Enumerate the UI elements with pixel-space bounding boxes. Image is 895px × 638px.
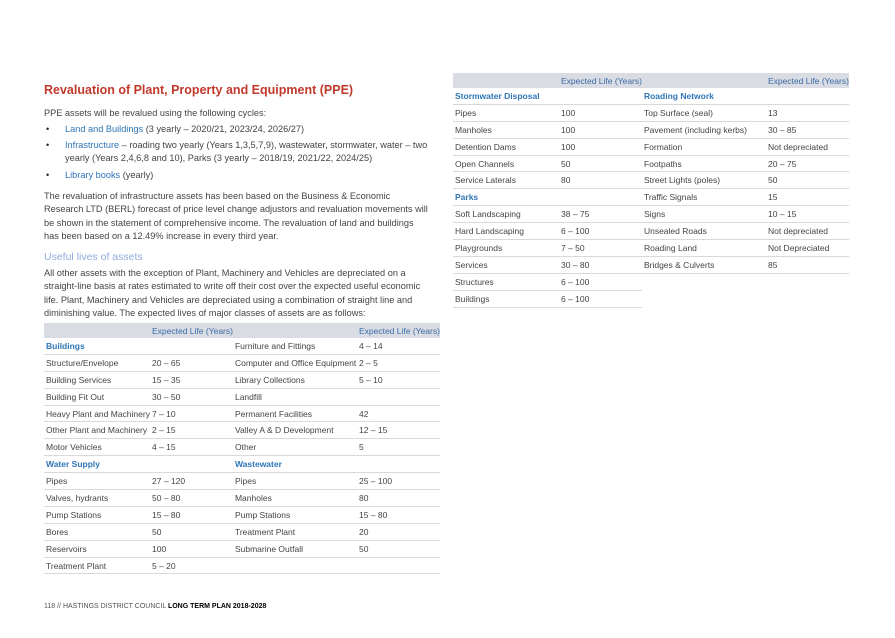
table-cell: 100: [559, 104, 642, 121]
table-cell: Top Surface (seal): [642, 104, 766, 121]
table-cell: 38 – 75: [559, 206, 642, 223]
table-row: [44, 371, 440, 388]
table-cell: 42: [357, 405, 440, 422]
table-cell: 100: [559, 138, 642, 155]
table-row: [453, 155, 849, 172]
table-cell: 2 – 5: [357, 354, 440, 371]
table-cell: Motor Vehicles: [44, 439, 150, 456]
table-row: [453, 104, 849, 121]
page-title: Revaluation of Plant, Property and Equipment (PPE): [44, 83, 354, 97]
table-cell: Buildings: [453, 290, 559, 307]
table-cell: 5 – 20: [150, 557, 233, 574]
table-cell: 6 – 100: [559, 290, 642, 307]
table-cell: 50: [766, 172, 849, 189]
table-row: [453, 273, 849, 290]
table-row: [44, 338, 440, 354]
table-header-cell: Expected Life (Years): [766, 73, 849, 88]
table-cell: 100: [150, 540, 233, 557]
table-cell: Service Laterals: [453, 172, 559, 189]
table-body: [453, 88, 849, 307]
table-cell: 50: [150, 523, 233, 540]
table-cell: Pavement (including kerbs): [642, 121, 766, 138]
table-cell: 10 – 15: [766, 206, 849, 223]
useful-lives-heading: Useful lives of assets: [44, 251, 143, 263]
table-cell: Wastewater: [233, 456, 357, 473]
footer-prefix: 118 // HASTINGS DISTRICT COUNCIL: [44, 603, 168, 610]
table-cell: [642, 290, 766, 307]
intro-text: PPE assets will be revalued using the following cycles:: [44, 108, 267, 118]
table-cell: [150, 456, 233, 473]
table-cell: Hard Landscaping: [453, 223, 559, 240]
table-cell: Detention Dams: [453, 138, 559, 155]
table-row: [453, 138, 849, 155]
table-cell: Footpaths: [642, 155, 766, 172]
table-cell: Roading Network: [642, 88, 766, 104]
table-cell: 6 – 100: [559, 273, 642, 290]
table-cell: Reservoirs: [44, 540, 150, 557]
table-cell: [233, 557, 357, 574]
table-cell: Structure/Envelope: [44, 354, 150, 371]
infrastructure-link[interactable]: Infrastructure: [65, 140, 120, 151]
list-item: [44, 123, 434, 136]
table-cell: Computer and Office Equipment: [233, 354, 357, 371]
table-cell: 15 – 35: [150, 371, 233, 388]
table-cell: Services: [453, 256, 559, 273]
table-cell: Traffic Signals: [642, 189, 766, 206]
useful-lives-table-right: [453, 73, 849, 308]
table-header-cell: Expected Life (Years): [150, 323, 233, 338]
list-item: [44, 169, 434, 182]
table-cell: 25 – 100: [357, 473, 440, 490]
table-cell: 20 – 75: [766, 155, 849, 172]
table-cell: 30 – 85: [766, 121, 849, 138]
table-cell: [559, 189, 642, 206]
table-row: [44, 490, 440, 507]
table-row: [453, 121, 849, 138]
table-cell: 30 – 80: [559, 256, 642, 273]
list-item: [44, 139, 434, 165]
table-cell: 5 – 10: [357, 371, 440, 388]
table-cell: 4 – 14: [357, 338, 440, 354]
table-cell: 20: [357, 523, 440, 540]
table-cell: [357, 388, 440, 405]
table-cell: Bridges & Culverts: [642, 256, 766, 273]
table-cell: Not depreciated: [766, 138, 849, 155]
table-cell: Street Lights (poles): [642, 172, 766, 189]
table-cell: Stormwater Disposal: [453, 88, 559, 104]
table-row: [453, 256, 849, 273]
table-header-cell: [233, 323, 357, 338]
table-header-cell: [44, 323, 150, 338]
table-cell: [357, 557, 440, 574]
table-cell: Water Supply: [44, 456, 150, 473]
table-cell: Valley A & D Development: [233, 422, 357, 439]
table-cell: Heavy Plant and Machinery: [44, 405, 150, 422]
table-cell: Formation: [642, 138, 766, 155]
table-cell: 15: [766, 189, 849, 206]
table-row: [44, 405, 440, 422]
table-cell: 80: [559, 172, 642, 189]
land-buildings-link[interactable]: Land and Buildings: [65, 124, 144, 134]
table-row: [453, 206, 849, 223]
table-cell: 13: [766, 104, 849, 121]
table-row: [44, 473, 440, 490]
table-header-row: [453, 73, 849, 88]
table-row: [44, 388, 440, 405]
bullet-icon: •: [46, 169, 50, 180]
revaluation-cycle-list: [44, 123, 434, 185]
table-row: [44, 506, 440, 523]
table-row: [44, 523, 440, 540]
table-row: [453, 189, 849, 206]
table-cell: Signs: [642, 206, 766, 223]
table-cell: Library Collections: [233, 371, 357, 388]
table-cell: 20 – 65: [150, 354, 233, 371]
table-cell: Pump Stations: [233, 506, 357, 523]
table-cell: 80: [357, 490, 440, 507]
table-header-cell: Expected Life (Years): [357, 323, 440, 338]
table-row: [44, 540, 440, 557]
table-cell: Structures: [453, 273, 559, 290]
table-cell: 50: [357, 540, 440, 557]
table-cell: Playgrounds: [453, 240, 559, 257]
list-item-text: – roading two yearly (Years 1,3,5,7,9), wastewater, stormwater, water – two yearly (Years 2,4,6,8 and 10), Parks (3 yearly – 2018/19, 2021/22, 2024/25): [65, 140, 428, 164]
table-cell: 7 – 10: [150, 405, 233, 422]
table-cell: 85: [766, 256, 849, 273]
table-row: [453, 223, 849, 240]
table-cell: [559, 88, 642, 104]
table-header-cell: [642, 73, 766, 88]
table-row: [453, 172, 849, 189]
table-cell: [357, 456, 440, 473]
table-cell: Bores: [44, 523, 150, 540]
table-cell: 7 – 50: [559, 240, 642, 257]
table-cell: Submarine Outfall: [233, 540, 357, 557]
table-row: [453, 240, 849, 257]
table-cell: Pipes: [44, 473, 150, 490]
table-body: [44, 338, 440, 574]
table-cell: Open Channels: [453, 155, 559, 172]
table-cell: 50 – 80: [150, 490, 233, 507]
table-cell: Soft Landscaping: [453, 206, 559, 223]
table-row: [44, 422, 440, 439]
table-header-row: [44, 323, 440, 338]
table-cell: [766, 273, 849, 290]
table-row: [44, 456, 440, 473]
table-cell: Valves, hydrants: [44, 490, 150, 507]
list-item-text: (3 yearly – 2020/21, 2023/24, 2026/27): [143, 124, 305, 134]
table-row: [453, 88, 849, 104]
list-item-text: (yearly): [120, 169, 154, 180]
bullet-icon: •: [46, 124, 50, 134]
table-cell: 27 – 120: [150, 473, 233, 490]
table-cell: 15 – 80: [357, 506, 440, 523]
bullet-icon: •: [46, 140, 50, 151]
table-cell: Other Plant and Machinery: [44, 422, 150, 439]
revaluation-text: The revaluation of infrastructure assets has been based on the Business & Economic Research LTD (BERL) forecast of price level change adjustors and revaluation movements will be shown in the statement of comprehensive income. The revaluation of land and buildings has been based on a 12.49% increase in every third year.: [44, 191, 428, 242]
table-cell: Furniture and Fittings: [233, 338, 357, 354]
table-cell: Buildings: [44, 338, 150, 354]
table-cell: [642, 273, 766, 290]
table-cell: [766, 290, 849, 307]
table-cell: Unsealed Roads: [642, 223, 766, 240]
table-row: [44, 439, 440, 456]
table-cell: 6 – 100: [559, 223, 642, 240]
table-cell: Other: [233, 439, 357, 456]
table-cell: 4 – 15: [150, 439, 233, 456]
table-cell: Pipes: [233, 473, 357, 490]
table-cell: Landfill: [233, 388, 357, 405]
table-cell: Not Depreciated: [766, 240, 849, 257]
table-cell: Parks: [453, 189, 559, 206]
useful-lives-table-left: [44, 323, 440, 574]
table-cell: 5: [357, 439, 440, 456]
table-cell: 50: [559, 155, 642, 172]
table-header-cell: [453, 73, 559, 88]
table-row: [453, 290, 849, 307]
table-cell: Pipes: [453, 104, 559, 121]
table-header-cell: Expected Life (Years): [559, 73, 642, 88]
table-cell: 15 – 80: [150, 506, 233, 523]
table-row: [44, 354, 440, 371]
page-footer: [44, 603, 266, 610]
table-cell: 12 – 15: [357, 422, 440, 439]
table-cell: [766, 88, 849, 104]
table-cell: Building Fit Out: [44, 388, 150, 405]
table-cell: Roading Land: [642, 240, 766, 257]
table-cell: Treatment Plant: [233, 523, 357, 540]
table-cell: Permanent Facilities: [233, 405, 357, 422]
library-books-link[interactable]: Library books: [65, 169, 121, 180]
table-cell: 30 – 50: [150, 388, 233, 405]
table-cell: [150, 338, 233, 354]
table-cell: 100: [559, 121, 642, 138]
table-cell: Not depreciated: [766, 223, 849, 240]
table-cell: 2 – 15: [150, 422, 233, 439]
table-cell: Manholes: [453, 121, 559, 138]
table-cell: Building Services: [44, 371, 150, 388]
table-row: [44, 557, 440, 574]
table-cell: Manholes: [233, 490, 357, 507]
table-cell: Pump Stations: [44, 506, 150, 523]
useful-lives-text: All other assets with the exception of Plant, Machinery and Vehicles are depreciated on a straight-line basis at rates estimated to write off their cost over the expected useful economic life. Plant, Machinery and Vehicles are depreciated using a combination of straight line and diminishing value. The expected lives of major classes of assets are as follows:: [44, 268, 421, 319]
footer-plan-title: LONG TERM PLAN 2018-2028: [167, 603, 267, 610]
table-cell: Treatment Plant: [44, 557, 150, 574]
